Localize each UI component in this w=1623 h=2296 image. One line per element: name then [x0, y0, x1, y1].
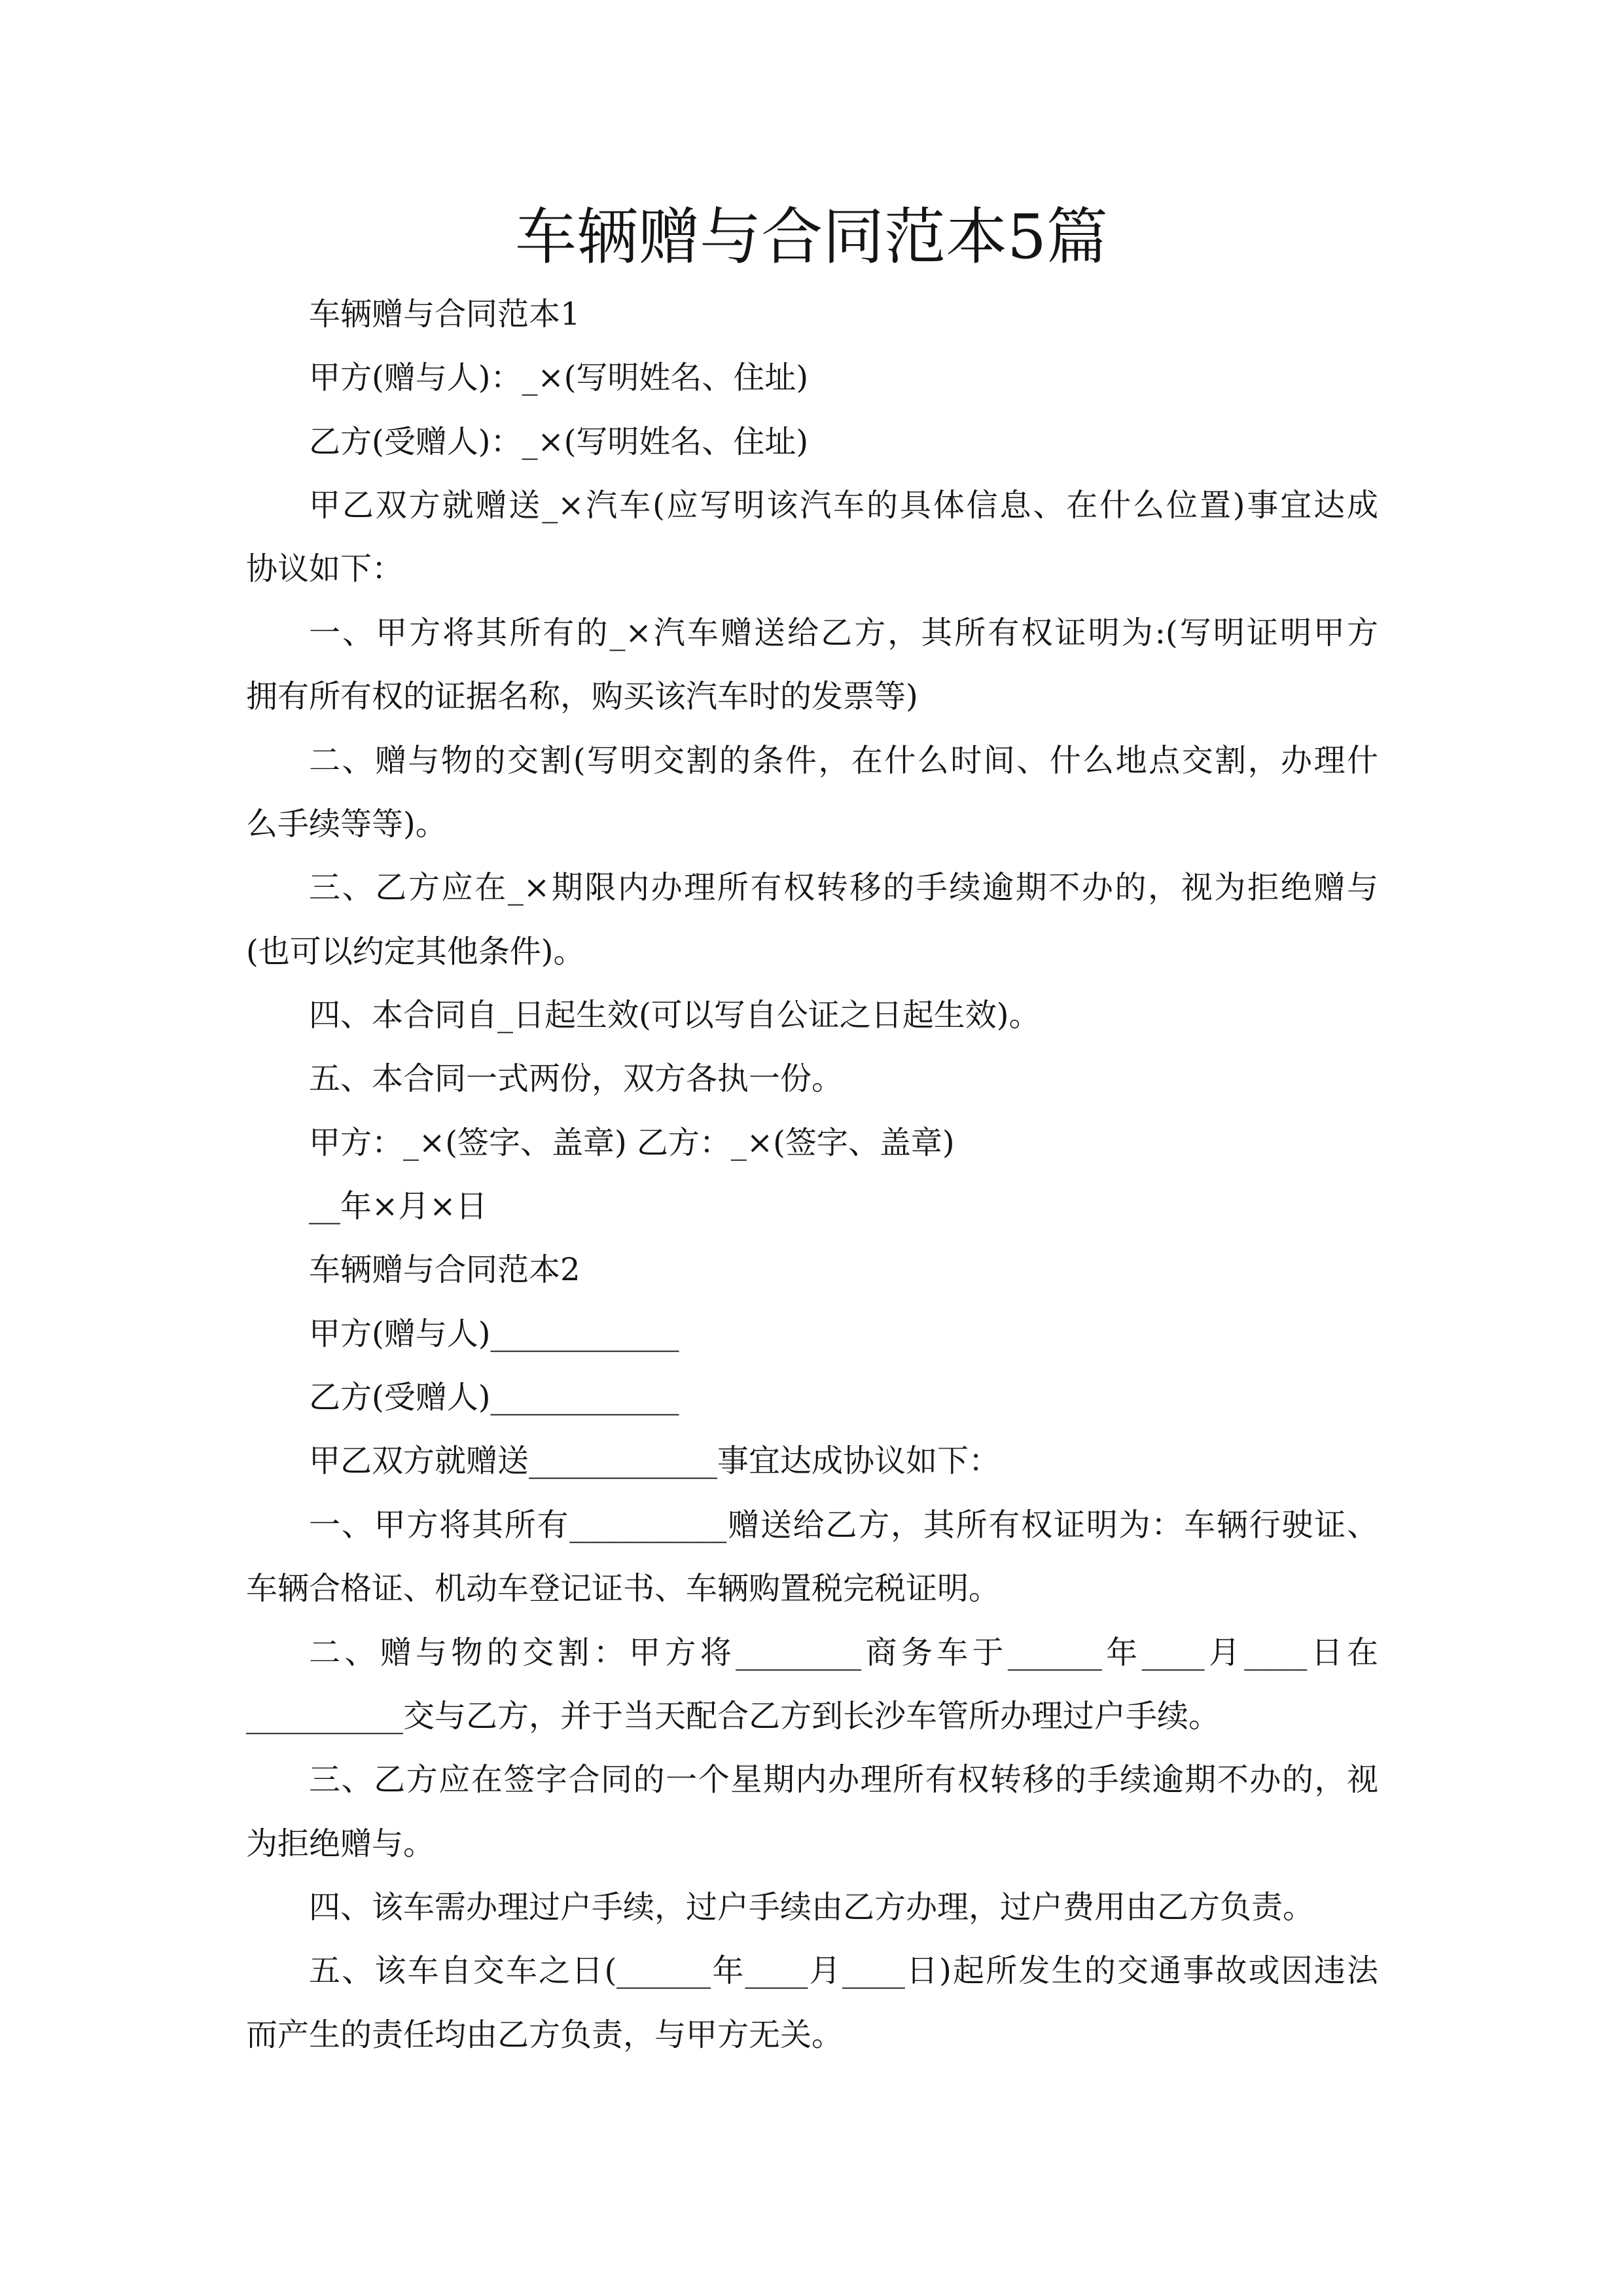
contract-2-clause-1-line-1: 一、甲方将其所有__________赠送给乙方，其所有权证明为：车辆行驶证、: [309, 1506, 1378, 1543]
contract-2-clause-3-line-2: 为拒绝赠与。: [246, 1825, 435, 1862]
document-title: 车辆赠与合同范本5篇: [515, 202, 1108, 273]
contract-2-clause-2: [246, 1621, 1378, 1749]
contract-1-clause-1: [246, 601, 1378, 729]
contract-2-donee-line: 乙方(受赠人)____________: [309, 1379, 679, 1416]
contract-2-donor-line: 甲方(赠与人)____________: [309, 1315, 679, 1352]
contract-1-preamble-line-1: 甲乙双方就赠送_×汽车(应写明该汽车的具体信息、在什么位置)事宜达成: [309, 487, 1378, 524]
contract-2-clause-4: 四、该车需办理过户手续，过户手续由乙方办理，过户费用由乙方负责。: [309, 1888, 1315, 1926]
contract-1-clause-3: [246, 856, 1378, 984]
contract-2-preamble: 甲乙双方就赠送____________事宜达成协议如下：: [309, 1443, 1001, 1480]
contract-1-clause-4: 四、本合同自_日起生效(可以写自公证之日起生效)。: [309, 996, 1041, 1033]
contract-1-clause-1-line-2: 拥有所有权的证据名称，购买该汽车时的发票等): [246, 678, 918, 715]
contract-1-clause-5: 五、本合同一式两份，双方各执一份。: [309, 1060, 844, 1098]
contract-1-preamble-line-2: 协议如下：: [246, 550, 404, 588]
contract-2-clause-5-line-1: 五、该车自交车之日(______年____月____日)起所发生的交通事故或因违法: [309, 1952, 1378, 1990]
contract-2-clause-5-line-2: 而产生的责任均由乙方负责，与甲方无关。: [246, 2016, 844, 2053]
contract-1-clause-2-line-1: 二、赠与物的交割(写明交割的条件，在什么时间、什么地点交割，办理什: [309, 742, 1378, 779]
contract-1-date-line: __年×月×日: [309, 1188, 488, 1225]
contract-1-clause-2: [246, 729, 1378, 857]
contract-2-clause-1: [246, 1494, 1378, 1621]
contract-2-clause-1-line-2: 车辆合格证、机动车登记证书、车辆购置税完税证明。: [246, 1570, 1001, 1607]
contract-2-clause-3: [246, 1748, 1378, 1876]
contract-2-clause-3-line-1: 三、乙方应在签字合同的一个星期内办理所有权转移的手续逾期不办的，视: [309, 1761, 1378, 1799]
contract-2: [246, 1238, 1378, 2067]
contract-1-preamble: [246, 474, 1378, 601]
contract-1-clause-3-line-2: (也可以约定其他条件)。: [246, 933, 585, 970]
contract-1-donee-line: 乙方(受赠人)：_×(写明姓名、住址): [309, 423, 809, 460]
contract-2-heading: 车辆赠与合同范本2: [309, 1251, 580, 1289]
contract-1-heading: 车辆赠与合同范本1: [309, 296, 580, 332]
contract-1-clause-3-line-1: 三、乙方应在_×期限内办理所有权转移的手续逾期不办的，视为拒绝赠与: [309, 869, 1378, 906]
document-body: [246, 283, 1378, 2067]
contract-1-donor-line: 甲方(赠与人)：_×(写明姓名、住址): [309, 359, 809, 397]
contract-1-signature-line: 甲方：_×(签字、盖章) 乙方：_×(签字、盖章): [309, 1124, 955, 1161]
contract-2-clause-5: [246, 1939, 1378, 2067]
contract-2-clause-2-line-2: __________交与乙方，并于当天配合乙方到长沙车管所办理过户手续。: [246, 1697, 1221, 1734]
contract-2-clause-2-line-1: 二、赠与物的交割：甲方将________商务车于______年____月____日在: [309, 1634, 1378, 1671]
contract-1: [246, 283, 1378, 1238]
contract-1-clause-1-line-1: 一、甲方将其所有的_×汽车赠送给乙方，其所有权证明为:(写明证明甲方: [309, 614, 1378, 651]
contract-1-clause-2-line-2: 么手续等等)。: [246, 805, 447, 842]
